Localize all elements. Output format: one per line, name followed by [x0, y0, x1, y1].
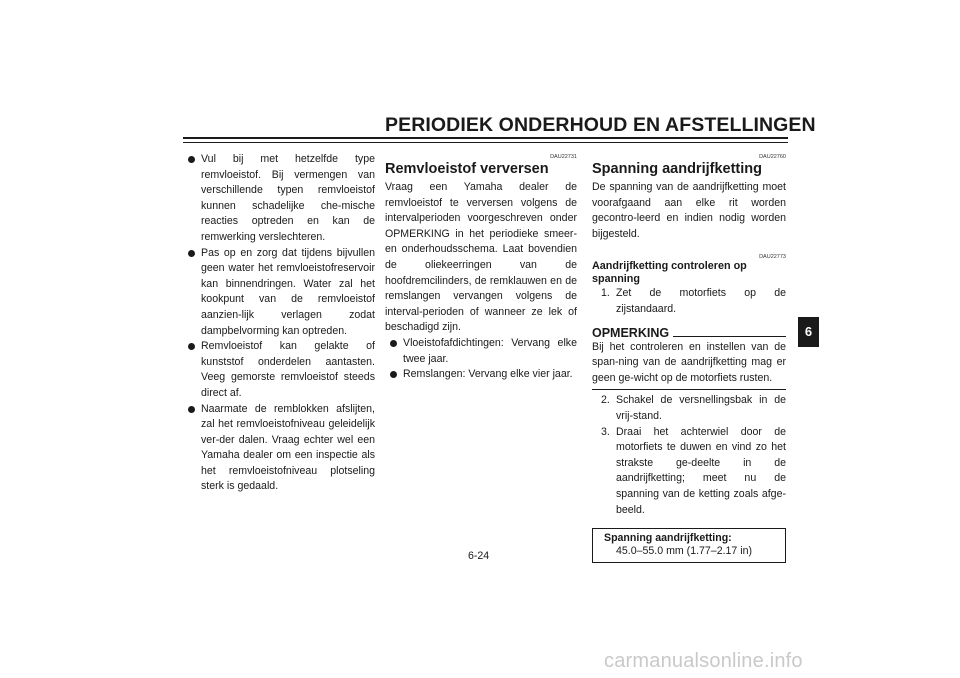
bullet-icon — [188, 250, 195, 257]
bullet-icon — [390, 371, 397, 378]
spec-value: 45.0–55.0 mm (1.77–2.17 in) — [616, 545, 753, 558]
chapter-tab: 6 — [798, 317, 819, 347]
step-text: Zet de motorfiets op de zijstandaard. — [616, 287, 786, 315]
bullet-icon — [188, 156, 195, 163]
header-rule-thin — [183, 142, 788, 143]
step-number: 3. — [601, 425, 610, 438]
note-rule — [673, 336, 786, 337]
spec-box — [592, 528, 786, 563]
left-column — [187, 152, 375, 495]
section-heading: Spanning aandrijfketting — [592, 161, 762, 177]
step-text: Draai het achterwiel door de motorfiets te duwen en vind zo het strakste ge-deelte in de aandrijfketting; meet nu de spanning van de ketting zoals afge-beeld. — [616, 425, 786, 516]
page-title: PERIODIEK ONDERHOUD EN AFSTELLINGEN — [385, 114, 816, 136]
page-number: 6-24 — [468, 550, 490, 562]
bullet-icon — [390, 340, 397, 347]
list-item: Vul bij met hetzelfde type remvloeistof. Bij vermengen van verschillende typen remvloeistof kunnen schadelijke che-mische reacties optreden en kan de remwerking verslechteren. — [187, 152, 375, 246]
section-code: DAU22731 — [550, 154, 577, 160]
section-heading: Remvloeistof verversen — [385, 161, 549, 177]
watermark: carmanualsonline.info — [604, 650, 803, 672]
section-paragraph: De spanning van de aandrijfketting moet voorafgaand aan elke rit worden gecontro-leerd en indien nodig worden bijgesteld. — [592, 181, 786, 240]
subsection-heading: Aandrijfketting controleren op spanning — [592, 260, 747, 286]
header-rule-thick — [183, 137, 788, 139]
section-code: DAU22760 — [759, 154, 786, 160]
spec-label: Spanning aandrijfketting: — [604, 532, 732, 545]
step-item — [592, 286, 786, 317]
bullet-icon — [188, 343, 195, 350]
list-item: Remslangen: Vervang elke vier jaar. — [389, 367, 577, 383]
list-item: Naarmate de remblokken afslijten, zal het remvloeistofniveau geleidelijk ver-der dalen. Vraag echter wel een Yamaha dealer om een inspectie als het remvloeistofniveau plotseling sterk is gedaald. — [187, 402, 375, 496]
section-paragraph: Vraag een Yamaha dealer de remvloeistof te verversen volgens de intervalperioden voorgeschreven onder OPMERKING in het periodieke smeer- en onderhoudsschema. Laat bovendien de oliekeerringen van de hoofdremcilinders, de remklauwen en de remslangen vervangen volgens de interval-perioden of wanneer ze lek of beschadigd zijn. — [385, 181, 577, 334]
note-title: OPMERKING — [592, 325, 670, 340]
middle-column — [385, 152, 577, 383]
list-item: Vloeistofafdichtingen: Vervang elke twee jaar. — [389, 336, 577, 367]
note-end-rule — [592, 389, 786, 390]
step-number: 2. — [601, 394, 610, 407]
list-item: Remvloeistof kan gelakte of kunststof onderdelen aantasten. Veeg gemorste remvloeistof steeds direct af. — [187, 339, 375, 401]
bullet-icon — [188, 406, 195, 413]
note-text: Bij het controleren en instellen van de span-ning van de aandrijfketting mag er geen ge-wicht op de motorfiets rusten. — [592, 340, 786, 384]
step-text: Schakel de versnellingsbak in de vrij-stand. — [616, 394, 786, 422]
step-item — [592, 425, 786, 519]
list-item: Pas op en zorg dat tijdens bijvullen geen water het remvloeistofreservoir kan binnendringen. Water zal het kookpunt van de remvloeistof aanzien-lijk verlagen zodat dampbelvorming kan optreden. — [187, 246, 375, 340]
step-number: 1. — [601, 287, 610, 300]
subsection-code: DAU22773 — [759, 254, 786, 261]
step-item — [592, 393, 786, 424]
note-header — [592, 326, 786, 340]
right-column — [592, 152, 786, 563]
